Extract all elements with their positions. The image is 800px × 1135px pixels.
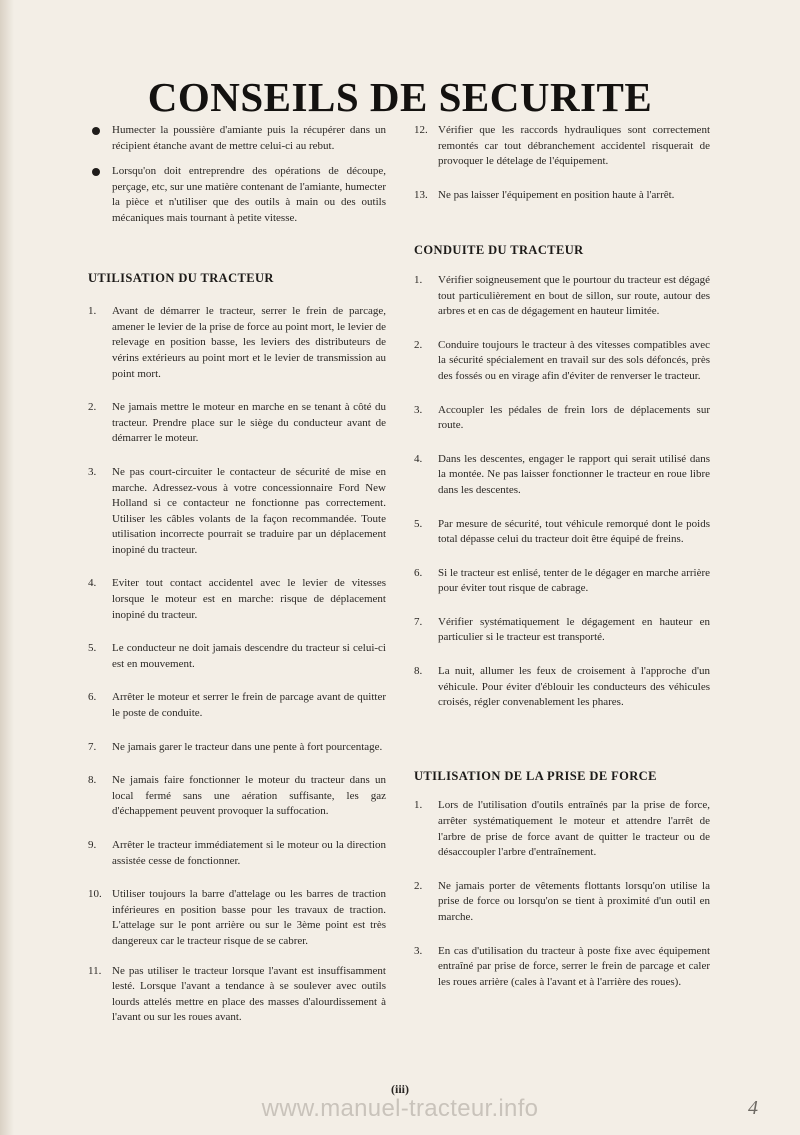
item-number: 6. xyxy=(88,691,97,704)
item-text: Ne pas laisser l'équipement en position haute à l'arrêt. xyxy=(438,188,675,201)
item-number: 7. xyxy=(414,615,423,628)
bullet-icon xyxy=(92,168,100,176)
list-item xyxy=(88,400,386,447)
list-item xyxy=(414,517,710,548)
bullet-item xyxy=(88,123,386,154)
item-number: 2. xyxy=(88,401,97,414)
item-text: Si le tracteur est enlisé, tenter de le dégager en marche arrière pour éviter tout risque de cabrage. xyxy=(438,566,710,595)
item-number: 3. xyxy=(414,944,423,957)
item-text: Utiliser toujours la barre d'attelage ou les barres de traction inférieures en position basse pour les travaux de traction. L'attelage sur le pont arrière ou sur le 3ème point est très dangereux car le tracteur risque de se cabrer. xyxy=(112,888,386,947)
item-number: 2. xyxy=(414,338,423,351)
item-number: 8. xyxy=(414,665,423,678)
item-text: Eviter tout contact accidentel avec le levier de vitesses lorsque le moteur est en marche: risque de déplacement inopiné du tracteur. xyxy=(112,577,386,621)
list-item xyxy=(414,188,710,204)
list-item xyxy=(88,964,386,1026)
bullet-text: Lorsqu'on doit entreprendre des opérations de découpe, perçage, etc, sur une matière contenant de l'amiante, humecter la pièce et n'utiliser que des outils à main ou des outils mécaniques mais tournant à petite vitesse. xyxy=(112,165,386,224)
list-item xyxy=(88,690,386,721)
bullet-icon xyxy=(92,127,100,135)
item-number: 1. xyxy=(414,799,423,812)
list-item xyxy=(414,338,710,385)
item-number: 4. xyxy=(88,577,97,590)
item-text: Lors de l'utilisation d'outils entraînés par la prise de force, arrêter systématiquement le moteur et attendre l'arrêt de l'arbre de prise de force avant de quitter le tracteur ou de désaccoupler l'arbre d'entraînement. xyxy=(438,799,710,859)
conduite-list xyxy=(414,273,710,711)
item-number: 8. xyxy=(88,774,97,787)
item-number: 5. xyxy=(414,517,423,530)
utilisation-list-continued xyxy=(414,123,710,203)
list-item xyxy=(88,641,386,672)
list-item xyxy=(88,740,386,756)
list-item xyxy=(88,773,386,820)
item-text: Le conducteur ne doit jamais descendre du tracteur si celui-ci est en mouvement. xyxy=(112,642,386,670)
item-text: Arrêter le tracteur immédiatement si le moteur ou la direction assistée cesse de fonctionner. xyxy=(112,839,386,867)
item-number: 10. xyxy=(88,888,102,901)
section-heading-prise-de-force: UTILISATION DE LA PRISE DE FORCE xyxy=(414,768,657,783)
list-item xyxy=(414,403,710,434)
section-heading-utilisation: UTILISATION DU TRACTEUR xyxy=(88,270,274,285)
item-text: La nuit, allumer les feux de croisement à l'approche d'un véhicule. Pour éviter d'éblouir les conducteurs des véhicules croisés, régler convenablement les phares. xyxy=(438,665,710,709)
item-text: Ne jamais garer le tracteur dans une pente à fort pourcentage. xyxy=(112,740,383,753)
item-text: Conduire toujours le tracteur à des vitesses compatibles avec la sécurité spécialement en travail sur des sols défoncés, près des fossés ou en virage afin d'éviter de renverser le tracteur. xyxy=(438,338,710,382)
item-text: Vérifier soigneusement que le pourtour du tracteur est dégagé tout particulièrement en bout de sillon, sur route, autour des arbres et en cas de dégagement en hauteur limitée. xyxy=(438,273,710,318)
list-item xyxy=(414,879,710,926)
item-number: 5. xyxy=(88,642,97,655)
intro-bullet-list xyxy=(88,123,386,227)
item-text: Ne jamais porter de vêtements flottants lorsqu'on utilise la prise de force ou lorsqu'on se tient à proximité d'un outil en marche. xyxy=(438,879,710,923)
item-number: 11. xyxy=(88,964,102,977)
prise-de-force-list xyxy=(414,798,710,990)
item-text: Ne pas court-circuiter le contacteur de sécurité de mise en marche. Adressez-vous à votre concessionnaire Ford New Holland si ce contacteur ne fonctionne pas correctement. Utiliser les câbles volants de la façon recommandée. Toute utilisation incorrecte pourrait se traduire par un déplacement inopiné du tracteur. xyxy=(112,465,386,556)
binding-shadow xyxy=(0,0,14,1135)
list-item xyxy=(414,452,710,499)
bullet-text: Humecter la poussière d'amiante puis la récupérer dans un récipient étanche avant de mettre celui-ci au rebut. xyxy=(112,124,386,152)
item-text: Vérifier systématiquement le dégagement en hauteur en particulier si le tracteur est transporté. xyxy=(438,615,710,644)
item-number: 4. xyxy=(414,452,423,465)
item-number: 1. xyxy=(88,305,97,318)
item-number: 9. xyxy=(88,839,97,851)
list-item xyxy=(414,798,710,860)
item-text: Ne pas utiliser le tracteur lorsque l'avant est insuffisamment lesté. Lorsque l'avant a tendance à se soulever avec outils lourds attelés mettre en place des masses d'alourdissement à l'avant ou sur les roues avant. xyxy=(112,964,386,1024)
item-number: 3. xyxy=(88,465,97,478)
bullet-item xyxy=(88,164,386,226)
right-column xyxy=(414,123,710,990)
watermark: www.manuel-tracteur.info xyxy=(261,1095,539,1122)
page-title: CONSEILS DE SECURITE xyxy=(147,74,653,121)
item-text: En cas d'utilisation du tracteur à poste fixe avec équipement entraîné par prise de force, serrer le frein de parcage et caler les roues arrière (cales à l'avant et à l'arrière des roues). xyxy=(438,944,710,988)
item-number: 3. xyxy=(414,403,423,416)
section-heading-conduite: CONDUITE DU TRACTEUR xyxy=(414,243,584,258)
list-item xyxy=(88,887,386,949)
item-text: Par mesure de sécurité, tout véhicule remorqué dont le poids total dépasse celui du tracteur doit être équipé de freins. xyxy=(438,517,710,546)
item-number: 1. xyxy=(414,273,423,286)
handwritten-mark: 4 xyxy=(748,1097,758,1119)
item-number: 6. xyxy=(414,566,423,579)
list-item xyxy=(88,304,386,382)
list-item xyxy=(414,123,710,170)
item-number: 7. xyxy=(88,740,97,753)
item-text: Ne jamais mettre le moteur en marche en se tenant à côté du tracteur. Prendre place sur le siège du conducteur avant de démarrer le moteur. xyxy=(112,401,386,445)
page-number: (iii) xyxy=(391,1082,409,1096)
list-item xyxy=(414,615,710,646)
left-column xyxy=(88,123,386,1026)
item-number: 13. xyxy=(414,188,428,201)
list-item xyxy=(88,838,386,869)
item-number: 12. xyxy=(414,124,428,136)
list-item xyxy=(414,273,710,320)
item-text: Accoupler les pédales de frein lors de déplacements sur route. xyxy=(438,403,710,432)
item-text: Avant de démarrer le tracteur, serrer le frein de parcage, amener le levier de la prise de force au point mort, le levier de relevage en position basse, les leviers des distributeurs de vérins extérieurs au point mort et le levier de transmission au point mort. xyxy=(112,305,386,380)
item-text: Arrêter le moteur et serrer le frein de parcage avant de quitter le poste de conduite. xyxy=(112,691,386,720)
list-item xyxy=(88,465,386,559)
list-item xyxy=(88,576,386,623)
item-text: Dans les descentes, engager le rapport qui serait utilisé dans la montée. Ne pas laisser fonctionner le tracteur en roue libre dans les descentes. xyxy=(438,452,710,496)
utilisation-list xyxy=(88,304,386,1026)
list-item xyxy=(414,944,710,991)
list-item xyxy=(414,664,710,711)
item-number: 2. xyxy=(414,879,423,892)
list-item xyxy=(414,566,710,597)
item-text: Vérifier que les raccords hydrauliques sont correctement remontés car tout débranchement accidentel risquerait de provoquer le dételage de l'équipement. xyxy=(438,124,710,168)
item-text: Ne jamais faire fonctionner le moteur du tracteur dans un local fermé sans une aération suffisante, les gaz d'échappement peuvent provoquer la suffocation. xyxy=(112,774,386,818)
